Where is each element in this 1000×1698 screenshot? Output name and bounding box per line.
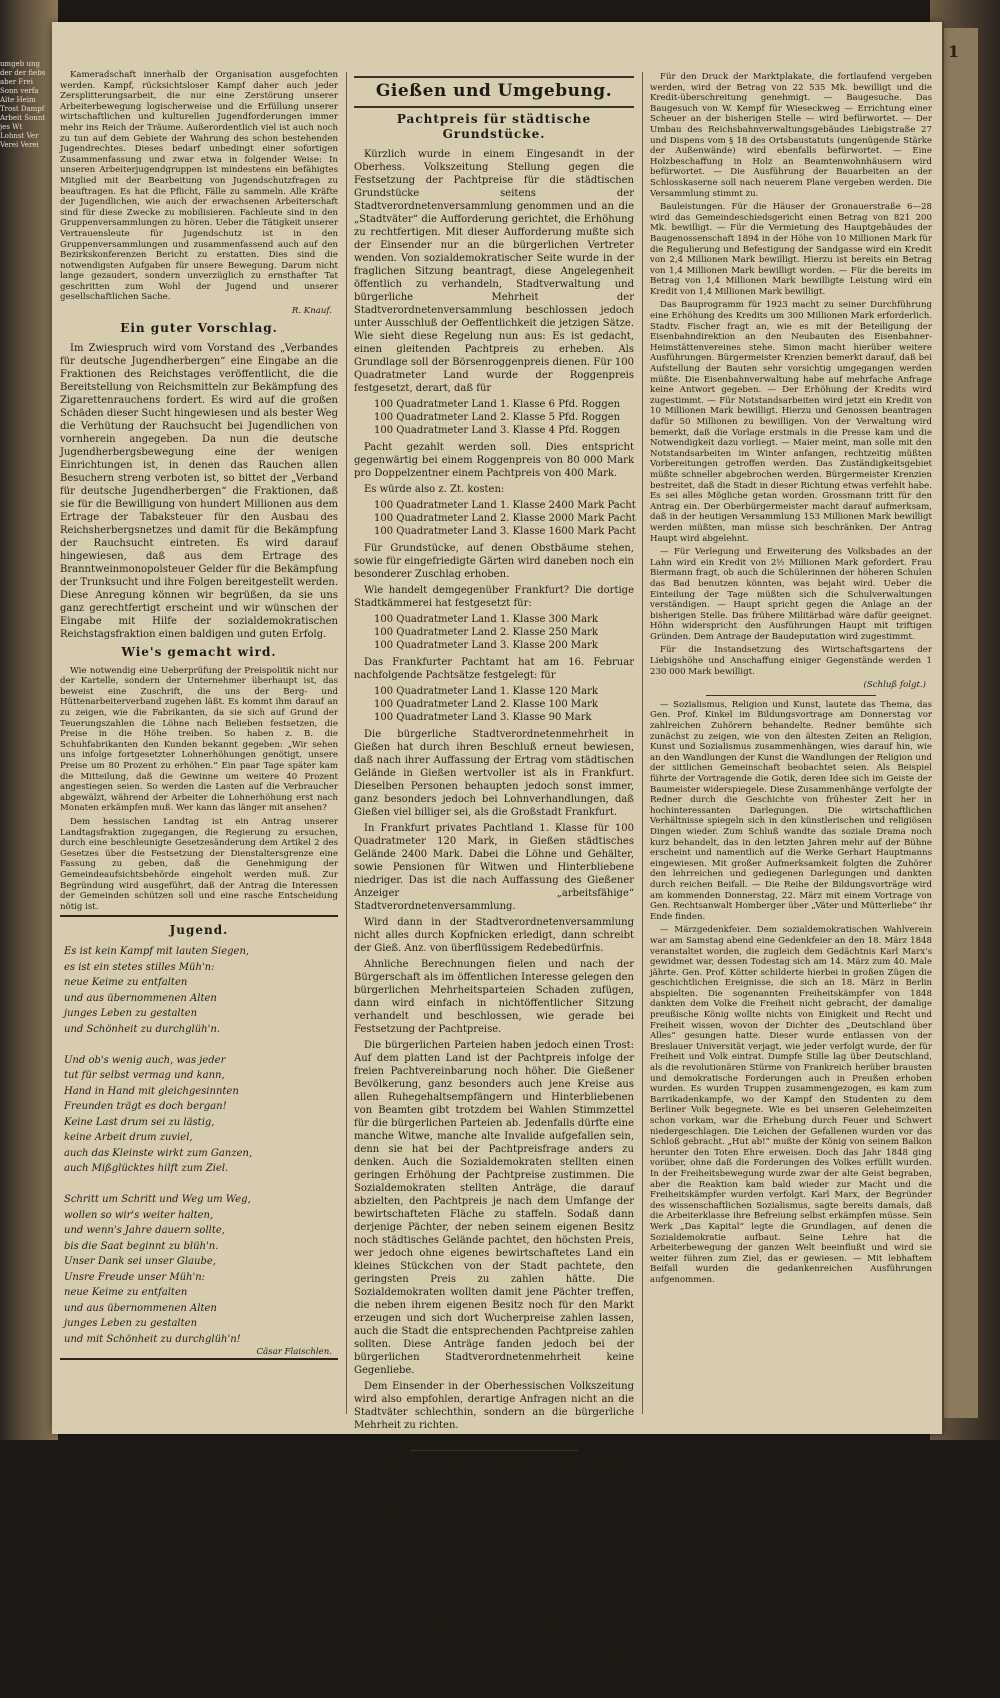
pacht-paragraph: Ahnliche Berechnungen fielen und nach der Bürgerschaft als im öffentlichen Interesse gelegen den bürgerlichen Mehrheitsparteien Schaden zufügen, dann wird einfach in nichtöffentlicher Sitzung verhandelt und beschlossen, wie gerade bei Festsetzung der Pachtpreise. [354, 959, 634, 1035]
poem-line: und aus übernommenen Alten [64, 992, 217, 1004]
newspaper-page [52, 22, 942, 1698]
price-row: 100 Quadratmeter Land 2. Klasse 5 Pfd. Roggen [374, 412, 621, 423]
column-1 [60, 70, 338, 1424]
pacht-paragraph: Wie handelt demgegenüber Frankfurt? Die dortige Stadtkämmerei hat festgesetzt für: [354, 585, 634, 609]
column-2 [354, 72, 636, 1698]
poem-line [64, 1177, 338, 1193]
stadtv-paragraph: Zur Kleinrentnerfürsorge hat die Stadt bis jetzt an von dem Reich und Staat überwiesenen Mitteln 258 132 Mk. beizutragen, welcher Betrag bewilligt wird. — Dem Deutschen Verein für öffentliche und private Fürsorge wird für das Rechnungsjahr 1922 eine Teuerungsbeihilfe von 340 Mk. bewilligt (10 Mk. auf je 1000 Einwohner). [354, 1525, 634, 1589]
right-page-edge [944, 28, 978, 1418]
intro-signature: R. Knauf. [291, 306, 332, 317]
price-row: 100 Quadratmeter Land 3. Klasse 90 Mark [374, 712, 592, 723]
poem-line: Unsre Freude unser Müh'n: [64, 1271, 206, 1283]
poem-line: tut für selbst vermag und kann, [64, 1070, 225, 1082]
poem-title: Jugend. [169, 923, 229, 938]
section-rule [354, 76, 634, 78]
binding-left-edge [0, 0, 58, 1440]
column-divider [642, 72, 643, 1414]
poem-line: keine Arbeit drum zuviel, [64, 1132, 193, 1144]
article-divider [410, 1450, 578, 1451]
price-list-4 [374, 685, 634, 724]
pacht-paragraph: Die bürgerlichen Parteien haben jedoch einen Trost: Auf dem platten Land ist der Pachtpreis infolge der freien Pachtvereinbarung noch höher. Die Gießener Bevölkerung, ganz besonders auch jene Kreise aus allen Ruhegehaltsempfängern und Hinterbliebenen von Beamten gibt trotzdem bei Wahlen Stimmzettel für die bürgerlichen Parteien ab. Jedenfalls dürfte eine manche Witwe, manche alte Invalide aufgefallen sein, denn sie hat bei der Pachtpreisfrage anders zu denken. Auch die Sozialdemokraten stellten einen geringen Erhöhung der Pachtpreise zustimmen. Die Sozialdemokraten stellten Anträge, die darauf abzielten, den Pachtpreis je nach dem Umfange der bewirtschafteten Fläche zu staffeln. Sodaß dann derjenige Pächter, der neben seinem eigenen Besitz noch städtisches Gelände pachtet, den höchsten Preis, wer jedoch ohne eigenes bewirtschaftetes Land ein kleines Stückchen von der Stadt pachtete, den geringsten Preis zu zahlen hätte. Die Sozialdemokraten wollten damit jene Pächter treffen, die neben ihrem eigenen Besitz noch für den Markt erzeugen und sich dort Wucherpreise zahlen lassen, auch die Stadt die entsprechenden Pachtpreise zahlen sollten. Diese Anträge fanden jedoch bei der bürgerlichen Stadtverordnetenmehrheit keine Gegenliebe. [354, 1040, 634, 1376]
poem-line: Hand in Hand mit gleichgesinnten [64, 1085, 239, 1097]
stadtv-cont-paragraph: Für den Druck der Marktplakate, die fortlaufend vergeben werden, wird der Betrag von 22 535 Mk. bewilligt und die Kredit-überschreitung genehmigt. — Baugesuche. Das Baugesuch von W. Kempf für Wieseckweg — Errichtung einer Scheuer an der bisherigen Stelle — wird befürwortet. — Der Umbau des Reichsbahnverwaltungsgebäudes Liebigstraße 27 und Dispens vom § 18 des Ortsbaustatuts (ungenügende Stärke der Außenwände) wird ebenfalls befürwortet. — Eine Holzbeschaffung in Holz an Beamtenwohnhäusern wird befürwortet. — Die Ausführung der Bauarbeiten an der Schlosskaserne soll nach neuerem Plane vergeben werden. Die Versammlung stimmt zu. [650, 72, 932, 199]
column-3 [650, 72, 932, 1424]
poem-line: und Schönheit zu durchglüh'n. [64, 1023, 220, 1035]
price-row: 100 Quadratmeter Land 1. Klasse 2400 Mark Pacht [374, 500, 636, 511]
poem-line: Keine Last drum sei zu lästig, [64, 1116, 215, 1128]
stadtv-cont-paragraph: Das Bauprogramm für 1923 macht zu seiner Durchführung eine Erhöhung des Kredits um 300 Millionen Mark erforderlich. Stadtv. Fischer fragt an, wie es mit der Beteiligung der Eisenbahndirektion an den Neubauten des Eisenbahner-Heimstättenvereines stehe. Simon macht hierüber weitere Ausführungen. Bürgermeister Krenzien bemerkt darauf, daß bei Aufstellung der Bauten sehr vorsichtig umgegangen werden müßte. Die Eisenbahnverwaltung habe auf mehrfache Anfrage keine Antwort gegeben. — Der Erhöhung der Kredits wird zugestimmt. — Für Notstandsarbeiten wird jetzt ein Kredit von 10 Millionen Mark bewilligt. Hierzu und Genossen beantragen dafür 50 Millionen zu bewilligen. Von der Verwaltung wird bemerkt, daß die Vorlage erstmals in die Presse kam und die Notwendigkeit dazu vorliegt. — Maier meint, man solle mit den Notstandsarbeiten im Winter anfangen, rechtzeitig müßten Vorbereitungen getroffen werden. Das Zuständigkeitsgebiet müßte schneller abgebrochen werden. Bürgermeister Krenzien bestreitet, daß die Stadt in dieser Richtung etwas verfehlt habe. Es sei alles Mögliche getan worden. Grossmann tritt für den Antrag ein. Der Oberbürgermeister macht darauf aufmerksam, daß in der heutigen Versammlung 153 Millionen Mark bewilligt werden müßten, man müsse sich beschränken. Der Antrag Haupt wird abgelehnt. [650, 300, 932, 544]
article-title-vorschlag: Ein guter Vorschlag. [120, 320, 278, 335]
pacht-paragraph: Kürzlich wurde in einem Eingesandt in der Oberhess. Volkszeitung Stellung gegen die Festsetzung der Pachtpreise für die städtischen Grundstücke seitens der Stadtverordnetenversammlung genommen und an die „Stadtväter“ die Aufforderung gerichtet, die Erhöhung zu rechtfertigen. Mit dieser Aufforderung mußte sich der Einsender nur an die bürgerlichen Vertreter wenden. Von sozialdemokratischer Seite wurde in der fraglichen Sitzung beantragt, diese Angelegenheit öffentlich zu verhandeln, Stadtverwaltung und bürgerliche Mehrheit der Stadtverordnetenversammlung beschlossen jedoch unter Ausschluß der Oeffentlichkeit die jetzigen Sätze. Wie sieht diese Regelung nun aus: Es ist gedacht, einen gleitenden Pachtpreis zu erheben. Als Grundlage soll der Börsenroggenpreis dienen. Für 100 Quadratmeter Land wurde der Roggenpreis festgesetzt, derart, daß für [354, 149, 634, 394]
poem-line [64, 1037, 338, 1053]
price-list-2 [374, 499, 634, 538]
price-row: 100 Quadratmeter Land 3. Klasse 200 Mark [374, 640, 598, 651]
poem-line: junges Leben zu gestalten [64, 1008, 198, 1020]
column-divider [346, 72, 347, 1414]
poem-line: wollen so wir's weiter halten, [64, 1209, 214, 1221]
price-row: 100 Quadratmeter Land 3. Klasse 4 Pfd. Roggen [374, 425, 621, 436]
poem-lines [64, 944, 338, 1347]
pacht-paragraph: Dem Einsender in der Oberhessischen Volkszeitung wird also empfohlen, derartige Anfragen nicht an die Stadtväter schlechthin, sondern an die bürgerliche Mehrheit zu richten. [354, 1381, 634, 1431]
poem-line: Schritt um Schritt und Weg um Weg, [64, 1194, 251, 1206]
price-row: 100 Quadratmeter Land 1. Klasse 300 Mark [374, 614, 598, 625]
poem-line: junges Leben zu gestalten [64, 1318, 198, 1330]
poem-line: Freunden trägt es doch bergan! [64, 1101, 227, 1113]
bildungsvortrag-paragraph: — Sozialismus, Religion und Kunst, lautete das Thema, das Gen. Prof. Kinkel im Bildungsvortrage am Donnerstag vor zahlreichen Zuhörern behandelte. Redner bemühte sich zunächst zu zeigen, wie von den ältesten Zeiten an Religion, Kunst und Sozialismus zusammenhängen, wies darauf hin, wie an den Wandlungen der Kunst die Wandlungen der Religion und der sittlichen Gemeinschaft beobachtet seien. Als Beispiel führte der Vortragende die Gotik, deren Idee sich im Geiste der Baumeister widerspiegele. Diese Zusammenhänge verfolgte der Redner durch die Geschichte von frühester Zeit her in hochinteressanten Darlegungen. Die wirtschaftlichen Verhältnisse spiegeln sich in den künstlerischen und religiösen Dingen wieder. Zum Schluß wandte das soziale Drama noch kurz behandelt, das in den letzten Jahren mehr auf der Bühne erscheint und namentlich auf die Werke Gerhart Hauptmanns eingewiesen. Mit großer Aufmerksamkeit folgten die Zuhörer den lehrreichen und gediegenen Darlegungen und dankten durch reichen Beifall. — Die Reihe der Bildungsvorträge wird am kommenden Donnerstag, 22. März mit einem Vortrage von Gen. Rechtsanwalt Homberger über „Väter und Mütterliebe“ ihr Ende finden. [650, 699, 932, 922]
pacht-paragraph: In Frankfurt privates Pachtland 1. Klasse für 100 Quadratmeter 120 Mark, in Gießen städtisches Gelände 2400 Mark. Dabei die Löhne und Gehälter, sowie Pensionen für Witwen und Hinterbliebene niedriger. Das ist die nach Auffassung des Gießener Anzeiger „arbeitsfähige“ Stadtverordnetenversammlung. [354, 823, 634, 912]
poem-line: und mit Schönheit zu durchglüh'n! [64, 1333, 241, 1345]
pacht-paragraph: Das Frankfurter Pachtamt hat am 16. Februar nachfolgende Pachtsätze festgelegt: für [354, 657, 634, 681]
poem-line: Unser Dank sei unser Glaube, [64, 1256, 216, 1268]
price-list-1 [374, 398, 634, 437]
price-list-3 [374, 613, 634, 652]
poem-line: es ist ein stetes stilles Müh'n: [64, 961, 215, 973]
pacht-signature: n. [619, 1435, 628, 1445]
poem-line: bis die Saat beginnt zu blüh'n. [64, 1240, 219, 1252]
pacht-paragraph: Pacht gezahlt werden soll. Dies entspricht gegenwärtig bei einem Roggenpreis von 80 000 Mark pro Doppelzentner einem Pachtpreis von 400 Mark. [354, 442, 634, 479]
poem-line: Und ob's wenig auch, was jeder [64, 1054, 226, 1066]
article-gemacht-text-2: Dem hessischen Landtag ist ein Antrag unserer Landtagsfraktion zugegangen, die Regierung zu ersuchen, durch eine beschleunigte Gesetzesänderung dem Artikel 2 des Gesetzes über die Festsetzung der Dienstaltersgrenze eine Fassung zu geben, daß die Genehmigung der Gemeindeaufsichtsbehörde eingeholt werden muß. Zur Begründung wird ausgeführt, daß der Antrag die Interessen der Gemeinden schützen soll und eine rasche Entscheidung nötig ist. [60, 816, 338, 912]
section-rule [354, 106, 634, 108]
price-row: 100 Quadratmeter Land 2. Klasse 250 Mark [374, 627, 598, 638]
stadtv-cont-paragraph: Für die Instandsetzung des Wirtschaftsgartens der Liebigshöhe und Anschaffung einiger Gegenstände werden 1 230 000 Mark bewilligt. [650, 645, 932, 677]
price-row: 100 Quadratmeter Land 1. Klasse 120 Mark [374, 686, 598, 697]
intro-paragraph: Kameradschaft innerhalb der Organisation ausgefochten werden. Kampf, rücksichtsloser Kampf daher auch jeder Zersplitterungsarbeit, die nur eine Zerstörung unserer Arbeiterbewegung logischerweise und die Erfüllung unserer wirtschaftlichen und kulturellen Jugendforderungen immer mehr ins Reich der Träume. Außerordentlich viel ist auch noch zu tun auf dem Gebiete der Wahrung des schon bestehenden Jugendrechtes. Dieses bedarf unbedingt einer sofortigen Zusammenfassung und zwar etwa in folgender Weise: In unseren Arbeiterjugendgruppen ist mindestens ein befähigtes Mitglied mit der Bearbeitung von Jugendschutzfragen zu beauftragen. Es hat die Pflicht, Fälle zu sammeln. Alle Kräfte der Jugendlichen, wie auch der erwachsenen Arbeiterschaft sind für diese Zwecke zu mobilisieren. Fachleute sind in den Gruppenversammlungen zu hören. Ueber die Tätigkeit unserer Vertrauensleute für Jugendschutz ist in den Gruppenversammlungen und zusammenfassend auch auf den Bezirkskonferenzen Bericht zu erstatten. Dies sind die notwendigsten Aufgaben für unsere Bewegung. Darum nicht lange gezaudert, sondern unverzüglich zu ernsthafter Tat geschritten zum Wohl der Jugend und unserer gesellschaftlichen Sache. [60, 70, 338, 303]
poem-line: und wenn's Jahre dauern sollte, [64, 1225, 225, 1237]
stadtv-cont-paragraph: — Für Verlegung und Erweiterung des Volksbades an der Lahn wird ein Kredit von 2½ Millionen Mark gefordert. Frau Biermann fragt, ob auch die Schülerinnen der höheren Schulen das Bad benutzen könnten, was bejaht wird. Ueber die Einteilung der Tage müßten sich die Schulverwaltungen verständigen. — Haupt spricht gegen die Anlage an der bisherigen Stelle. Das frühere Militärbad wäre dafür geeignet. Höhn widerspricht den Ausführungen Haupt mit triftigen Gründen. Dem Antrage der Baudeputation wird zugestimmt. [650, 547, 932, 642]
poem-line: auch Mißglücktes hilft zum Ziel. [64, 1163, 229, 1175]
poem-line: neue Keime zu entfalten [64, 1287, 188, 1299]
poem-line: Es ist kein Kampf mit lauten Siegen, [64, 946, 250, 958]
article-gemacht-text: Wie notwendig eine Ueberprüfung der Preispolitik nicht nur der Kartelle, sondern der Unternehmer überhaupt ist, das beweist eine Zuschrift, die uns der Berg- und Hüttenarbeiterverband zugehen läßt. Es kommt ihm darauf an zu zeigen, wie die Fabrikanten, da sie sich auf Grund der Teuerungszahlen die Löhne nach Belieben festsetzen, die Preise in die Höhe treiben. So haben z. B. die Schuhfabrikanten den Kunden bekannt gegeben: „Wir sehen uns infolge fortgesetzter Lohnerhöhungen genötigt, unsere Preise um 80 Prozent zu erhöhen.“ Ein paar Tage später kam die Mitteilung, daß die Gewinne um weitere 40 Prozent angestiegen seien. So werden die Lasten auf die Verbraucher abgewälzt, während der Arbeiter die Lohnerhöhung erst nach Monaten erkämpfen muß. Wer kann das länger mit ansehen? [60, 665, 338, 814]
poem-line: neue Keime zu entfalten [64, 977, 188, 989]
stadtv-cont-paragraph: Bauleistungen. Für die Häuser der Gronauerstraße 6—28 wird das Gemeindeschiedsgericht einen Betrag von 821 200 Mk. bewilligt. — Für die Vermietung des Hauptgebäudes der Baugenossenschaft 1894 in der Höhe von 10 Millionen Mark für die Regulierung und Befestigung der Sandgasse wird ein Kredit von 2,4 Millionen Mark bewilligt. Hierzu ist bereits ein Betrag von 1,4 Millionen Mark bewilligt worden. — Für die bereits im Betrag von 1,4 Millionen Mark bewilligte Leistung wird ein Kredit von 1,4 Millionen Mark bewilligt. [650, 202, 932, 297]
poem-author: Cäsar Flaischlen. [256, 1347, 332, 1358]
article-vorschlag-text: Im Zwiespruch wird vom Vorstand des „Verbandes für deutsche Jugendherbergen“ eine Eingabe an die Fraktionen des Reichstages veröffentlicht, die die Bereitstellung von Reichsmitteln zur Bekämpfung des Zigarettenrauchens fordert. Es wird auf die großen Schäden dieser Sucht hingewiesen und als bester Weg die Verhütung der Rauchsucht bei Jugendlichen von vornherein angegeben. Da nun die deutsche Jugendherbergsbewegung eine der wenigen Einrichtungen ist, in denen das Rauchen allen Besuchern streng verboten ist, so bittet der „Verband für deutsche Jugendherbergen“ die Fraktionen, daß sie für die Bewilligung von hundert Millionen aus dem Ertrage der Tabaksteuer für den Ausbau des Reichsherbergsnetzes und damit für die Bekämpfung der Rauchsucht eintreten. Es wird darauf hingewiesen, daß aus dem Ertrage des Branntweinmonopolsteuer Gelder für die Bekämpfung der Trunksucht und ihre Folgen bereitgestellt werden. Diese Anregung können wir begrüßen, da sie uns ganz gerechtfertigt erscheint und wir wünschen der Eingabe mit Hilfe der sozialdemokratischen Reichstagsfraktion einen baldigen und guten Erfolg. [60, 342, 338, 640]
pacht-paragraph: Wird dann in der Stadtverordnetenversammlung nicht alles durch Kopfnicken erledigt, dann schreibt der Gieß. Anz. von überflüssigem Redebedürfnis. [354, 917, 634, 954]
stadtv-paragraph: Die Einteilung der Armenbezirke und der Wahl der Armenpfleger wird nach dem Vorschlag der Wohlfahrts-Deputation genehmigt. [354, 1491, 634, 1523]
price-row: 100 Quadratmeter Land 3. Klasse 1600 Mark Pacht [374, 526, 636, 537]
price-row: 100 Quadratmeter Land 2. Klasse 2000 Mark Pacht [374, 513, 636, 524]
section-title: Gießen und Umgebung. [375, 81, 613, 101]
continuation-note: (Schluß folgt.) [863, 680, 926, 691]
article-subtitle: Pachtpreis für städtische Grundstücke. [396, 112, 592, 141]
stadtv-paragraph: Das Holzlesen im Walde soll nach einem Antrage von Haupt und Genossen an 4 Tagen wöchentlich gestattet werden. Von der Forst- und Landwirtschaftlichen Deputation wird der Antrag abzulehnen empfohlen, weil nach Auskunft der Forstbehörde so wenig Leseholz vorhanden, daß es nicht für einen Lesetag reicht. Es würde also keinen Zweck haben, mehrere Tage freizugeben. Haupt weist dagegen darauf hin, daß durch das Verbot des Holzlesens Holzdiebstahl gefördert werde. Nach weiterer Debatte wird der kommunistische Antrag einstimmig abgelehnt. [354, 1592, 634, 1698]
poem-line: und aus übernommenen Alten [64, 1302, 217, 1314]
poem-line: auch das Kleinste wirkt zum Ganzen, [64, 1147, 253, 1159]
pacht-paragraph: Für Grundstücke, auf denen Obstbäume stehen, sowie für eingefriedigte Gärten wird daneben noch ein besonderer Zuschlag erhoben. [354, 543, 634, 580]
pacht-paragraph: Die bürgerliche Stadtverordnetenmehrheit in Gießen hat durch ihren Beschluß erneut bewiesen, daß nach ihrer Auffassung der Ertrag vom städtischen Gelände in Gießen wertvoller ist als in Frankfurt. Dieselben Personen behaupten jedoch sonst immer, ganz besonders jedoch bei Lohnverhandlungen, daß Gießen viel billiger sei, als die Großstadt Frankfurt. [354, 729, 634, 818]
article-divider [706, 695, 875, 696]
maerzfeier-paragraph: — Märzgedenkfeier. Dem sozialdemokratischen Wahlverein war am Samstag abend eine Gedenkfeier an den 18. März 1848 veranstaltet worden, die zugleich dem Gedächtnis Karl Marx's gewidmet war, dessen Todestag sich am 14. März zum 40. Male jährte. Gen. Prof. Kötter schilderte hierbei in großen Zügen die geschichtlichen Ereignisse, die sich an 18. März in Berlin abspielten. Die sogenannten Freiheitskämpfer von 1848 dankten dem Volke die Freiheit nicht gebracht, der damalige preußische König wollte nichts von Einigkeit und Recht und Freiheit wissen, wovon der Dichter des „Deutschland über Alles“ gesungen hatte. Dieser wurde entlassen von der Breslauer Universität verjagt, wie jeder verfolgt wurde, der für Freiheit und Volk eintrat. Dumpfe Stille lag über Deutschland, als die revolutionären Stürme von Frankreich herüber brausten und demokratische Forderungen auch in Preußen erhoben wurden. Es wurden Truppen zusammengezogen, es kam zum Barrikadenkampfe, wo der Kampf den Studenten zu dem Berliner Volk begegnete. Wie es bei unseren Geleheimzeiten schon vorkam, war die Erhebung durch Feuer und Schwert niedergeschlagen. Die Leichen der Gefallenen wurden vor das Schloß gebracht. „Hut ab!“ mußte der König von seinem Balkon herunter den Toten Ehre erweisen. Doch das Jahr 1848 ging vorüber, ohne daß die Forderungen des Volkes erfüllt wurden. In der Freiheitsbewegung wurde zwar der alte Geist begraben, aber die Reaktion kam bald wieder zur Macht und die Freiheitskämpfer wurden verfolgt. Karl Marx, der Begründer des wissenschaftlichen Sozialismus, sagte bereits damals, daß die Arbeiterklasse ihre Befreiung selbst erkämpfen müsse. Sein Werk „Das Kapital“ legte die Grundlagen, auf denen die Sozialdemokratie aufbaut. Seine Lehre hat die Arbeiterbewegung der ganzen Welt beeinflußt und wird sie weiter führen zum Ziel, das er gewiesen. — Mit lebhaftem Beifall wurden die gedankenreichen Ausführungen aufgenommen. [650, 925, 932, 1285]
article-continuation: (Fortsetzung) [464, 1480, 524, 1491]
left-page-fragments: umgeb ung der der fiebs aber Frei Sonn verfa Alte Heim Trost Dampf Arbeit Sonnt jes Wt Lohnst Ver Verei Verei [0, 60, 46, 149]
price-row: 100 Quadratmeter Land 2. Klasse 100 Mark [374, 699, 598, 710]
poem-block [60, 915, 338, 1360]
price-row: 100 Quadratmeter Land 1. Klasse 6 Pfd. Roggen [374, 399, 621, 410]
article-title-stadtverordneten: Stadtverordneten-Versammlung. [359, 1457, 629, 1474]
article-title-gemacht: Wie's gemacht wird. [121, 644, 277, 659]
pacht-paragraph: Es würde also z. Zt. kosten: [364, 484, 505, 495]
right-tab-mark: 1 [948, 42, 960, 61]
